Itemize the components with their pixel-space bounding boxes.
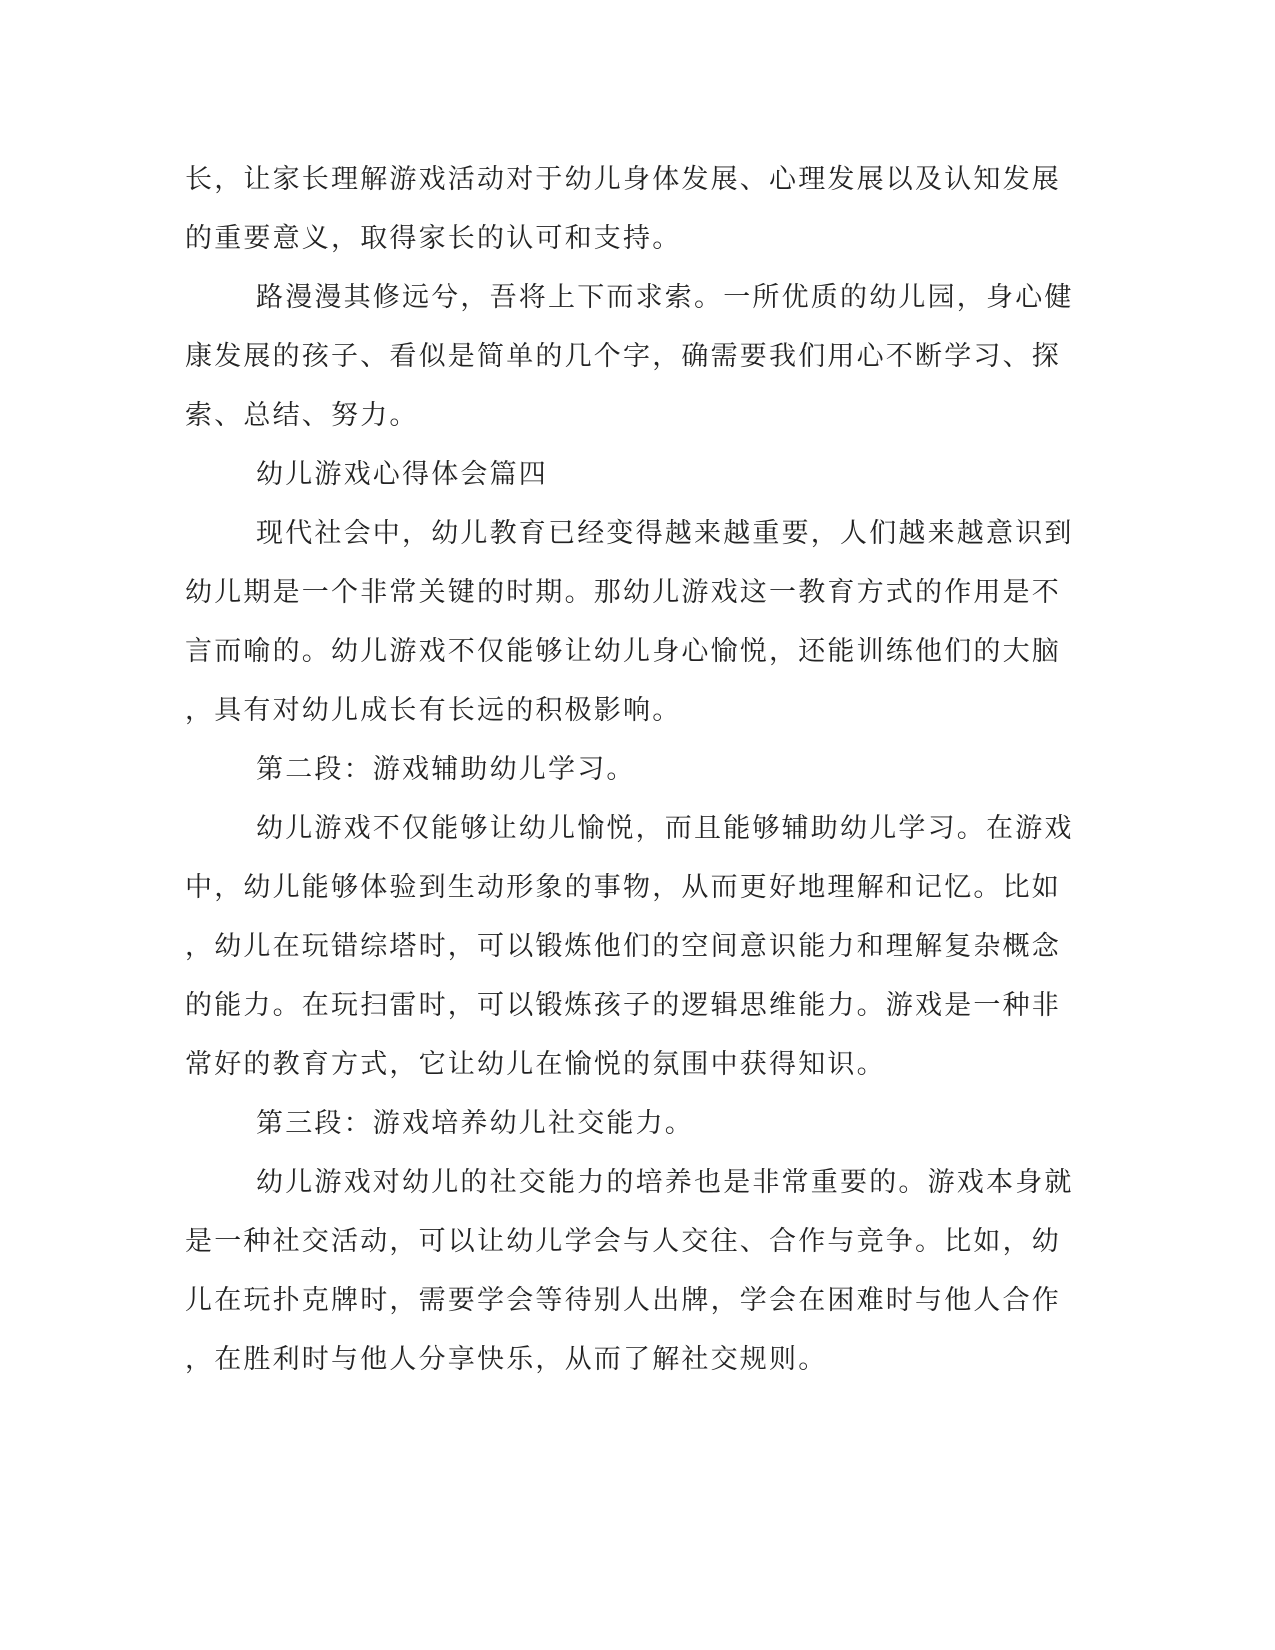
text-line: 的能力。在玩扫雷时，可以锻炼孩子的逻辑思维能力。游戏是一种非 — [185, 990, 1061, 1021]
text-line: 的重要意义，取得家长的认可和支持。 — [185, 223, 682, 254]
text-line: 常好的教育方式，它让幼儿在愉悦的氛围中获得知识。 — [185, 1049, 886, 1080]
section-heading: 幼儿游戏心得体会篇四 — [256, 459, 548, 490]
paragraph-first-line: 现代社会中，幼儿教育已经变得越来越重要，人们越来越意识到 — [256, 518, 1074, 549]
text-line: ，在胜利时与他人分享快乐，从而了解社交规则。 — [185, 1344, 828, 1375]
subheading: 第三段：游戏培养幼儿社交能力。 — [256, 1108, 694, 1139]
text-line: 言而喻的。幼儿游戏不仅能够让幼儿身心愉悦，还能训练他们的大脑 — [185, 636, 1061, 667]
text-line: 长，让家长理解游戏活动对于幼儿身体发展、心理发展以及认知发展 — [185, 164, 1061, 195]
text-line: 索、总结、努力。 — [185, 400, 419, 431]
paragraph-first-line: 路漫漫其修远兮，吾将上下而求索。一所优质的幼儿园，身心健 — [256, 282, 1074, 313]
text-line: 中，幼儿能够体验到生动形象的事物，从而更好地理解和记忆。比如 — [185, 872, 1061, 903]
text-line: ，具有对幼儿成长有长远的积极影响。 — [185, 695, 682, 726]
text-line: 是一种社交活动，可以让幼儿学会与人交往、合作与竞争。比如，幼 — [185, 1226, 1061, 1257]
text-line: ，幼儿在玩错综塔时，可以锻炼他们的空间意识能力和理解复杂概念 — [185, 931, 1061, 962]
text-line: 儿在玩扑克牌时，需要学会等待别人出牌，学会在困难时与他人合作 — [185, 1285, 1061, 1316]
text-line: 幼儿期是一个非常关键的时期。那幼儿游戏这一教育方式的作用是不 — [185, 577, 1061, 608]
subheading: 第二段：游戏辅助幼儿学习。 — [256, 754, 636, 785]
paragraph-first-line: 幼儿游戏对幼儿的社交能力的培养也是非常重要的。游戏本身就 — [256, 1167, 1074, 1198]
paragraph-first-line: 幼儿游戏不仅能够让幼儿愉悦，而且能够辅助幼儿学习。在游戏 — [256, 813, 1074, 844]
text-line: 康发展的孩子、看似是简单的几个字，确需要我们用心不断学习、探 — [185, 341, 1061, 372]
